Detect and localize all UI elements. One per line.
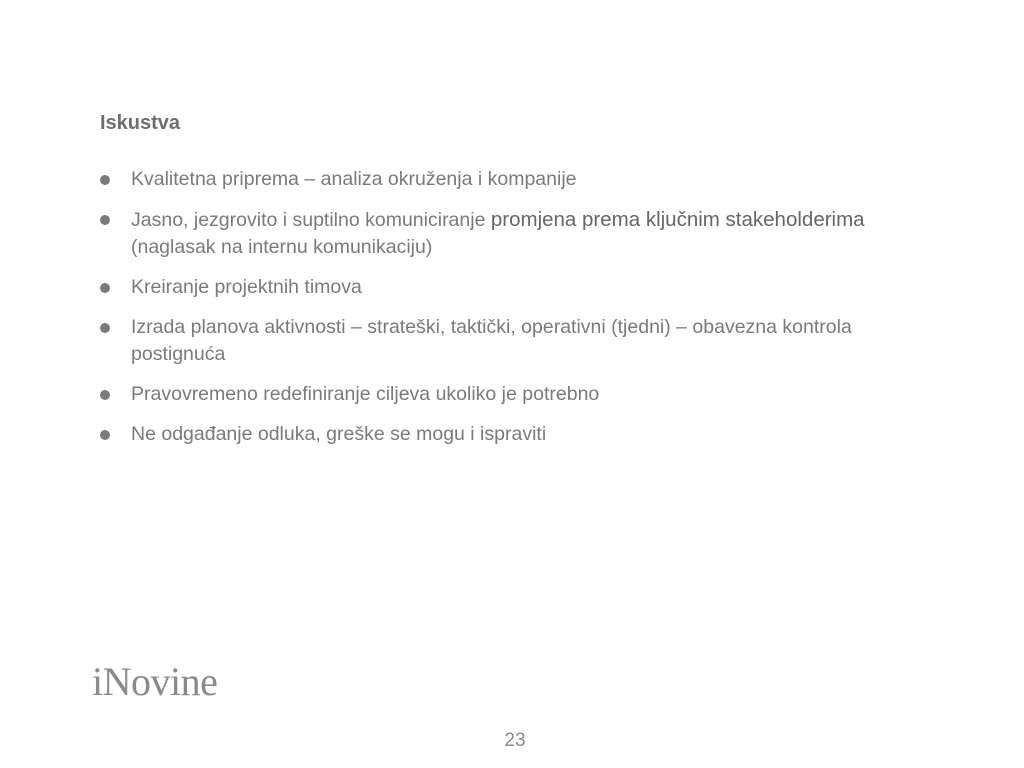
bullet-dot-icon [100,430,110,440]
bullet-text: Pravovremeno redefiniranje ciljeva ukoliko je potrebno [131,383,600,405]
bullet-dot-icon [100,283,110,293]
bullet-text: Jasno, jezgrovito i suptilno komuniciranje [131,209,491,231]
bullet-item-2 [98,206,918,261]
bullet-item-6 [98,421,918,448]
bullet-dot-icon [100,175,110,185]
bullet-item-4 [98,314,918,368]
bullet-list [98,166,918,461]
bullet-text: Izrada planova aktivnosti – strateški, taktički, operativni (tjedni) – obavezna kontrola postignuća [131,316,852,365]
bullet-dot-icon [100,215,110,225]
bullet-item-1 [98,166,918,193]
slide-title: Iskustva [100,112,181,134]
page-number: 23 [504,730,526,751]
bullet-text: Kreiranje projektnih timova [131,276,362,298]
bullet-item-5 [98,381,918,408]
bullet-dot-icon [100,323,110,333]
bullet-text: Kvalitetna priprema – analiza okruženja i kompanije [131,168,577,190]
bullet-item-3 [98,274,918,301]
bullet-dot-icon [100,390,110,400]
bullet-text: Ne odgađanje odluka, greške se mogu i ispraviti [131,423,547,445]
bullet-text: (naglasak na internu komunikaciju) [131,236,433,258]
inovine-logo: iNovine [92,659,218,704]
bullet-text-emphasis: promjena prema ključnim stakeholderima [490,208,865,231]
